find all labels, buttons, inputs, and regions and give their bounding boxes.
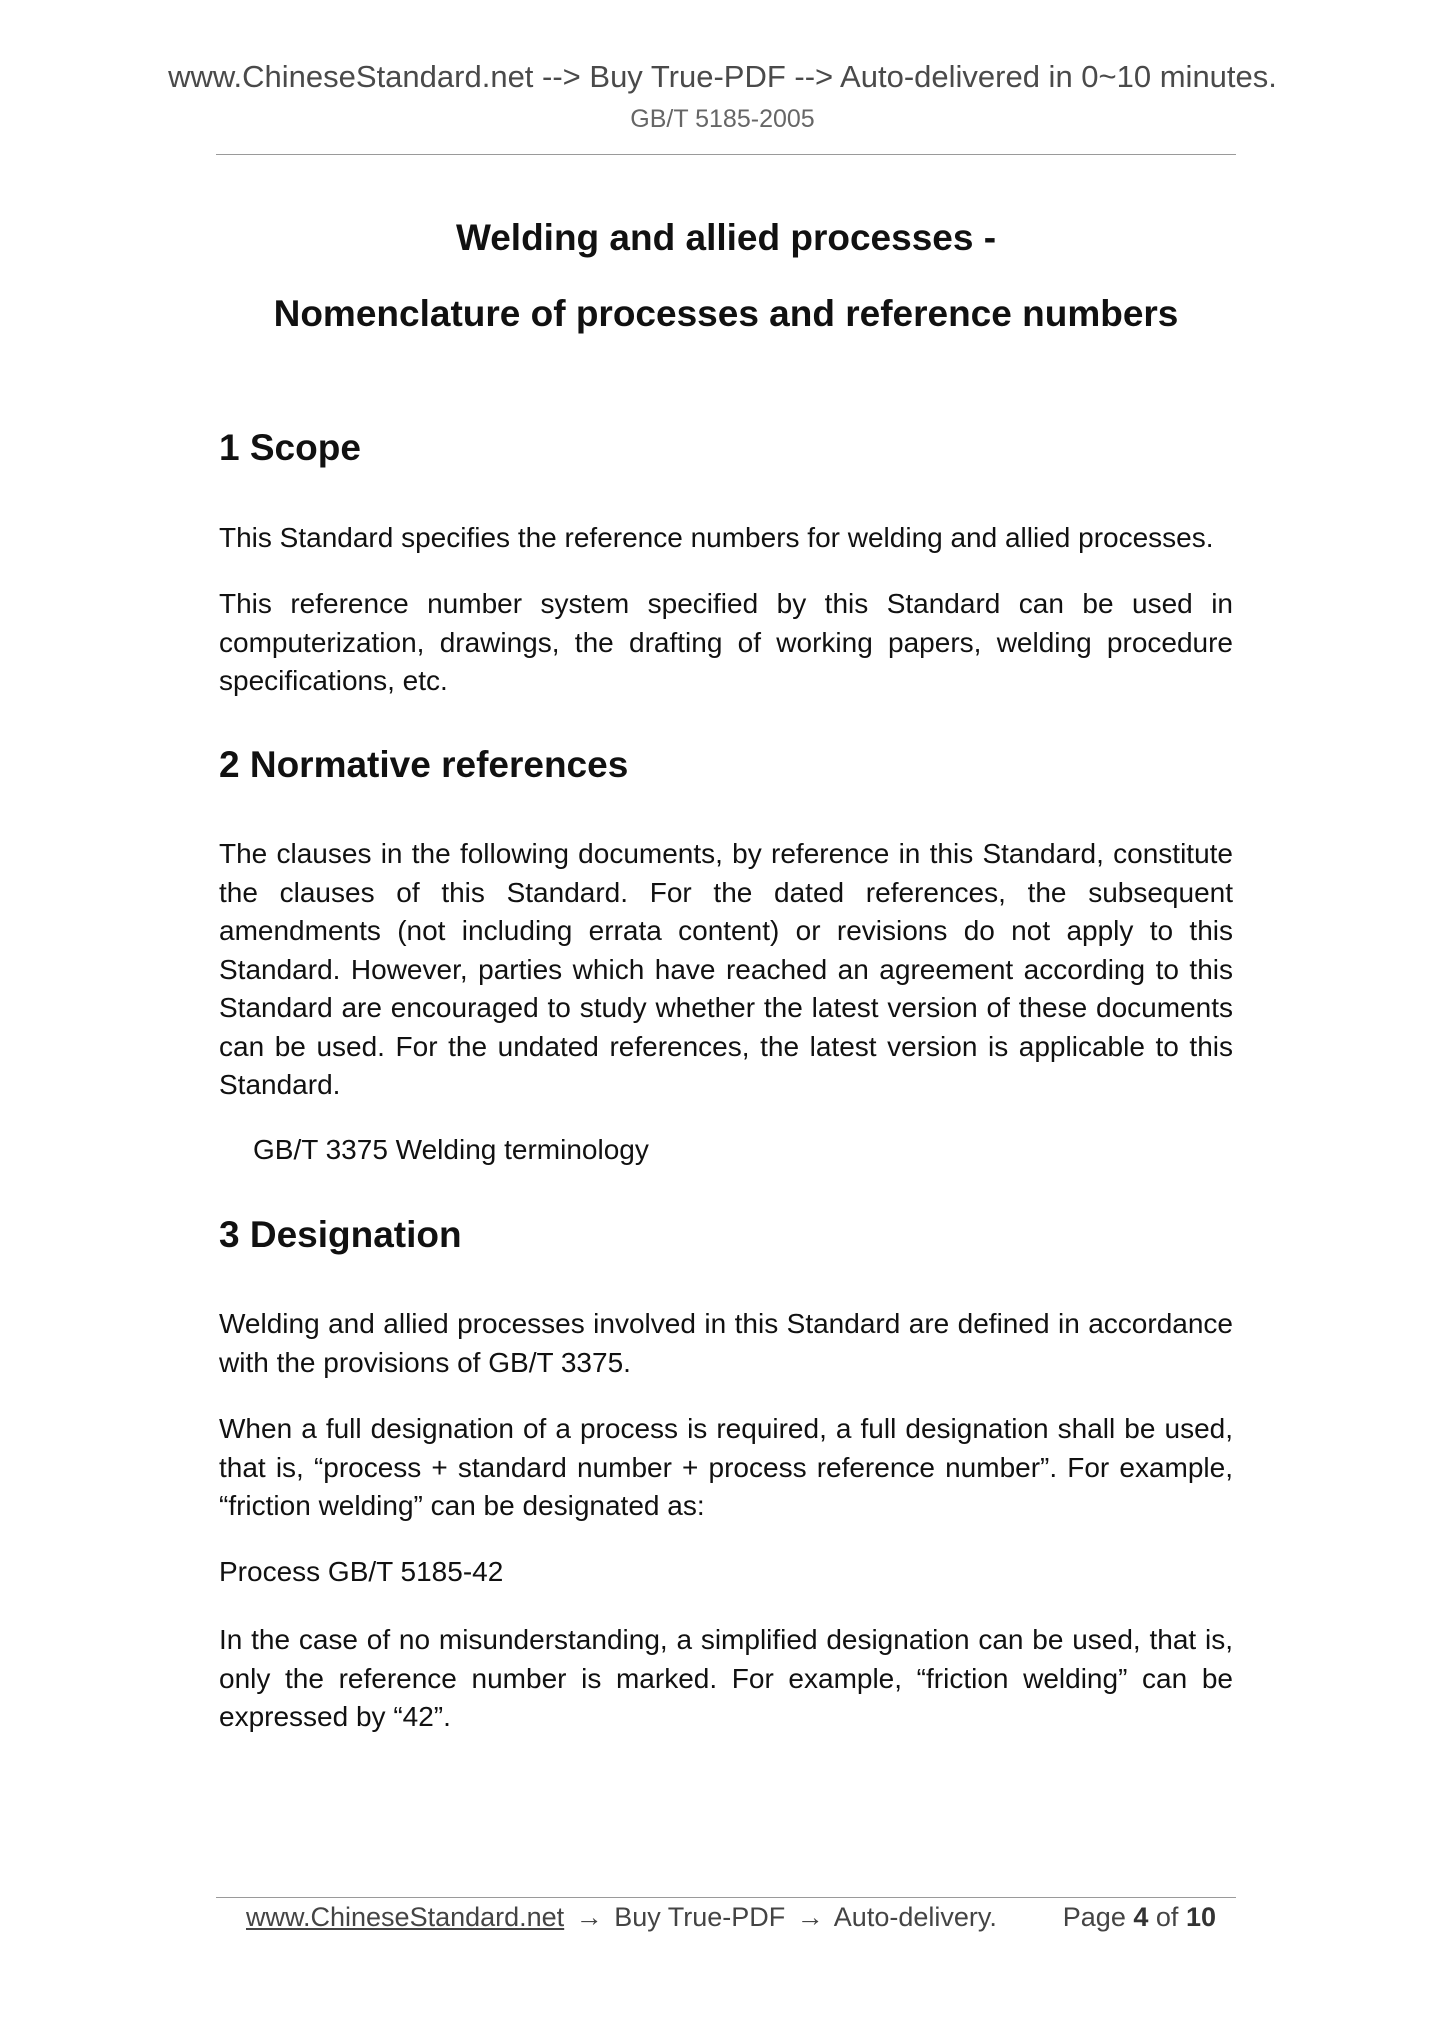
footer-site-link[interactable]: www.ChineseStandard.net: [246, 1902, 565, 1932]
designation-example: Process GB/T 5185-42: [219, 1556, 504, 1587]
right-arrow-icon: →: [796, 1902, 824, 1932]
footer-buy-text: Buy True-PDF: [614, 1902, 786, 1932]
designation-paragraph-1: Welding and allied processes involved in this Standard are defined in accordance with the provisions of GB/T 3375.: [219, 1308, 1233, 1378]
right-arrow-icon: →: [575, 1902, 603, 1932]
page-word: Page: [1062, 1902, 1126, 1932]
page-current: 4: [1133, 1902, 1149, 1932]
reference-item: GB/T 3375 Welding terminology: [253, 1134, 649, 1165]
document-title-line-1: Welding and allied processes -: [455, 217, 997, 258]
footer-promo: [246, 1898, 997, 1936]
scope-paragraph-1: This Standard specifies the reference numbers for welding and allied processes.: [219, 522, 1214, 553]
footer-delivery-text: Auto-delivery.: [833, 1902, 997, 1932]
page-footer: [246, 1898, 1216, 1936]
of-word: of: [1155, 1902, 1179, 1932]
designation-paragraph-3: In the case of no misunderstanding, a simplified designation can be used, that is, only the reference number is marked. For example, “friction welding” can be expressed by “42”.: [219, 1624, 1233, 1732]
page-total: 10: [1185, 1902, 1216, 1932]
scope-paragraph-2: This reference number system specified by this Standard can be used in computerization, drawings, the drafting of working papers, welding procedure specifications, etc.: [219, 588, 1233, 696]
section-heading-scope: 1 Scope: [219, 427, 361, 468]
normative-references-paragraph: The clauses in the following documents, by reference in this Standard, constitute the clauses of this Standard. For the dated references, the subsequent amendments (not including errata content) or revisions do not apply to this Standard. However, parties which have reached an agreement according to this Standard are encouraged to study whether the latest version of these documents can be used. For the undated references, the latest version is applicable to this Standard.: [219, 838, 1233, 1100]
top-banner: www.ChineseStandard.net --> Buy True-PDF --> Auto-delivered in 0~10 minutes.: [168, 59, 1277, 94]
document-title-line-2: Nomenclature of processes and reference numbers: [273, 293, 1179, 334]
section-heading-designation: 3 Designation: [219, 1214, 462, 1255]
designation-paragraph-2: When a full designation of a process is required, a full designation shall be used, that is, “process + standard number + process reference number”. For example, “friction welding” can be designated as:: [219, 1413, 1233, 1521]
header-divider: [216, 154, 1236, 155]
section-heading-normative-references: 2 Normative references: [219, 744, 629, 785]
standard-code: GB/T 5185-2005: [630, 105, 815, 133]
page-indicator: [1063, 1898, 1216, 1936]
